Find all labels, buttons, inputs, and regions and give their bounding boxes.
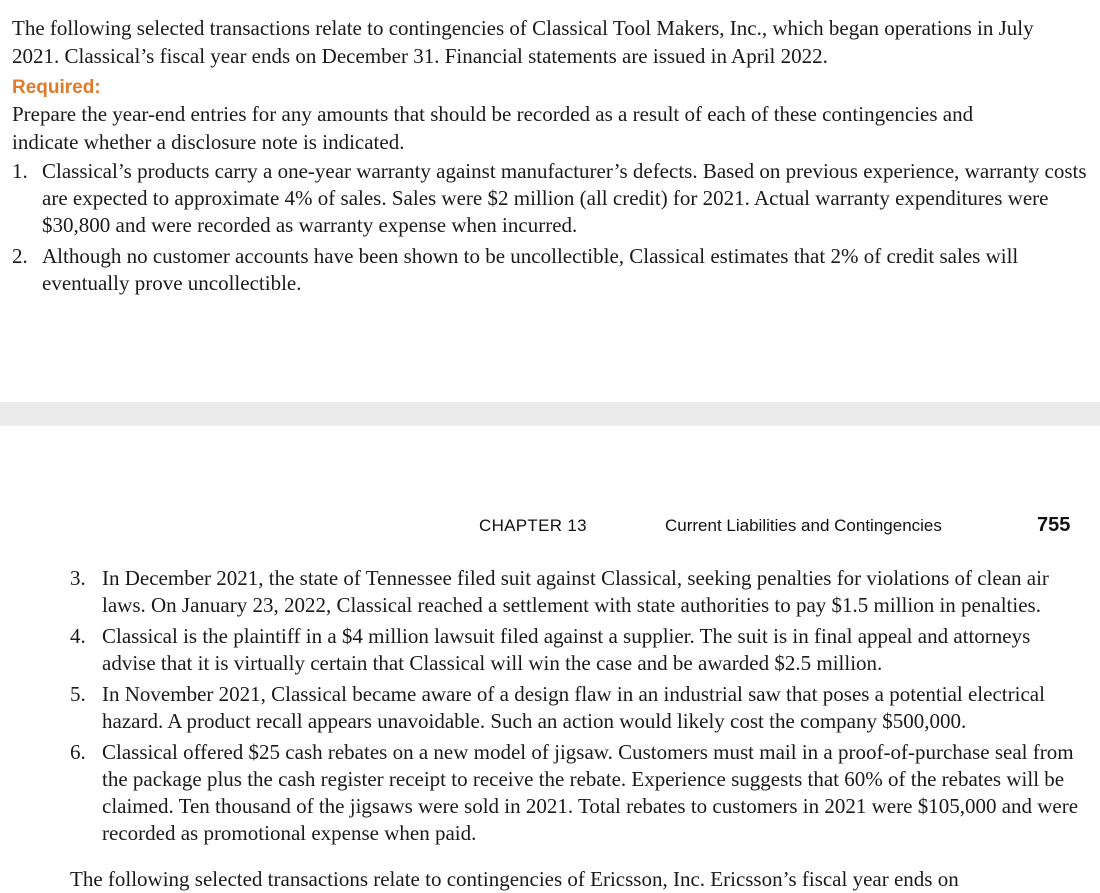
item-number: 2.	[12, 244, 28, 268]
list-item	[12, 158, 1088, 239]
page-number: 755	[1037, 514, 1071, 536]
item-text: Classical’s products carry a one-year warranty against manufacturer’s defects. Based on previous experience, warranty costs are expected to approximate 4% of sales. Sales were $2 million (all credit) for 2021. Actual warranty expenditures were $30,800 and were recorded as warranty expense when incurred.	[42, 159, 1087, 237]
chapter-label: CHAPTER 13	[479, 516, 587, 535]
list-item	[70, 739, 1082, 847]
item-text: Classical is the plaintiff in a $4 million lawsuit filed against a supplier. The suit is in final appeal and attorneys advise that it is virtually certain that Classical will win the case and be awarded $2.5 million.	[102, 624, 1031, 675]
item-text: Although no customer accounts have been shown to be uncollectible, Classical estimates that 2% of credit sales will eventually prove uncollectible.	[42, 244, 1019, 295]
running-head	[0, 514, 1100, 540]
next-problem-cutoff-line: The following selected transactions relate to contingencies of Ericsson, Inc. Ericsson’s fiscal year ends on	[70, 867, 959, 891]
problem-top-section	[12, 14, 1088, 301]
list-item	[70, 565, 1082, 619]
required-label: Required:	[12, 77, 101, 98]
item-number: 1.	[12, 159, 28, 183]
required-instructions: Prepare the year-end entries for any amounts that should be recorded as a result of each of these contingencies and indicate whether a disclosure note is indicated.	[12, 102, 974, 154]
item-number: 6.	[70, 740, 86, 764]
item-text: Classical offered $25 cash rebates on a new model of jigsaw. Customers must mail in a proof-of-purchase seal from the package plus the cash register receipt to receive the rebate. Experience suggests that 60% of the rebates will be claimed. Ten thousand of the jigsaws were sold in 2021. Total rebates to customers in 2021 were $105,000 and were recorded as promotional expense when paid.	[102, 740, 1079, 845]
transaction-list-top	[12, 158, 1088, 297]
page-break-divider	[0, 402, 1100, 426]
list-item	[12, 243, 1088, 297]
item-text: In November 2021, Classical became aware of a design flaw in an industrial saw that poses a potential electrical hazard. A product recall appears unavoidable. Such an action would likely cost the company $500,000.	[102, 682, 1045, 733]
list-item	[70, 681, 1082, 735]
chapter-title: Current Liabilities and Contingencies	[665, 516, 942, 535]
transaction-list-bottom	[70, 565, 1082, 851]
item-number: 3.	[70, 566, 86, 590]
problem-intro: The following selected transactions relate to contingencies of Classical Tool Makers, Inc., which began operations in July 2021. Classical’s fiscal year ends on December 31. Financial statements are issued in April 2022.	[12, 16, 1034, 68]
item-number: 4.	[70, 624, 86, 648]
item-number: 5.	[70, 682, 86, 706]
list-item	[70, 623, 1082, 677]
item-text: In December 2021, the state of Tennessee filed suit against Classical, seeking penalties for violations of clean air laws. On January 23, 2022, Classical reached a settlement with state authorities to pay $1.5 million in penalties.	[102, 566, 1049, 617]
